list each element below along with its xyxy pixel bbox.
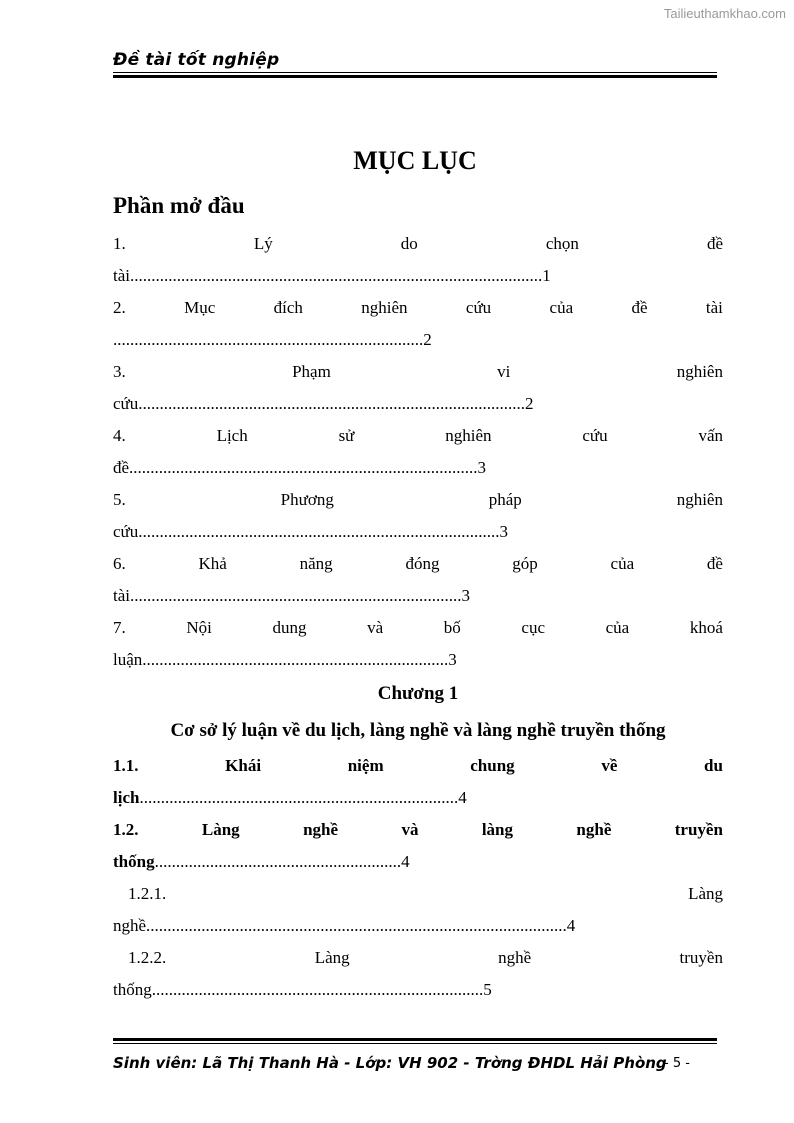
chapter-number: Chương 1 bbox=[377, 683, 459, 704]
dot-leader: ........................................................................................... bbox=[138, 394, 526, 413]
toc-entry-word: Khả bbox=[198, 554, 227, 573]
toc-entry-leader-line bbox=[113, 910, 723, 942]
toc-title: MỤC LỤC bbox=[353, 146, 477, 175]
toc-page-number: 3 bbox=[477, 458, 487, 477]
dot-leader: ......................................................................... bbox=[113, 330, 424, 349]
toc-entry-tail-word: thống bbox=[113, 852, 155, 871]
toc-entry-leader-line bbox=[113, 260, 723, 292]
header-title: Đề tài tốt nghiệp bbox=[113, 50, 280, 70]
toc-entry-word: Khái bbox=[225, 756, 262, 775]
toc-page-number: 3 bbox=[448, 650, 457, 669]
toc-page-number: 2 bbox=[525, 394, 534, 413]
toc-entry-word: pháp bbox=[488, 490, 522, 509]
toc-entry-line bbox=[113, 292, 723, 324]
toc-page-number: 3 bbox=[461, 586, 470, 605]
toc-entry-word: Làng bbox=[201, 820, 240, 839]
toc-entry bbox=[113, 814, 723, 878]
toc-entry-word: nghề bbox=[498, 948, 532, 967]
toc-entry-word: nghiên bbox=[361, 298, 408, 317]
toc-entry-number: 1.1. bbox=[113, 756, 139, 775]
toc-entry-word: Lịch bbox=[216, 426, 248, 445]
toc-entry-word: năng bbox=[299, 554, 333, 573]
toc-entry-tail-word: luận bbox=[113, 650, 143, 669]
toc-entry-word: đề bbox=[706, 554, 723, 573]
toc-entry-word: đề bbox=[706, 234, 723, 253]
toc-entry-line bbox=[113, 484, 723, 516]
dot-leader: ........................................................................ bbox=[142, 650, 449, 669]
header-rule-thin bbox=[113, 72, 717, 73]
toc-entry-tail-word: cứu bbox=[113, 394, 139, 413]
toc-entry-word: vấn bbox=[698, 426, 723, 445]
toc-entry-leader-line bbox=[113, 452, 723, 484]
dot-leader: .............................................................................. bbox=[130, 586, 462, 605]
toc-page-number: 3 bbox=[499, 522, 509, 541]
chapter-title: Cơ sở lý luận về du lịch, làng nghề và làng nghề truyền thống bbox=[170, 720, 666, 741]
toc-entry-word: Làng bbox=[688, 884, 723, 903]
toc-entry-word: nghiên bbox=[676, 490, 723, 509]
toc-entry-word: của bbox=[610, 554, 635, 573]
toc-entry-word: du bbox=[704, 756, 723, 775]
toc-entry-word: tài bbox=[705, 298, 723, 317]
toc-page-number: 4 bbox=[458, 788, 467, 807]
toc-entry-number: 5. bbox=[113, 490, 126, 509]
toc-entry-word: nghề bbox=[576, 820, 612, 839]
toc-entry bbox=[113, 942, 723, 1006]
toc-entry-word: Mục bbox=[184, 298, 216, 317]
chapter-entries bbox=[113, 750, 723, 1006]
toc-page-number: 1 bbox=[542, 266, 551, 285]
toc-entry-word: cứu bbox=[465, 298, 492, 317]
toc-entry-word: cục bbox=[521, 618, 546, 637]
footer-rule-thin bbox=[113, 1043, 717, 1044]
footer-rule-thick bbox=[113, 1038, 717, 1041]
toc-entry bbox=[113, 612, 723, 676]
toc-entry-word: đóng bbox=[405, 554, 440, 573]
toc-entry-line bbox=[113, 420, 723, 452]
header-rule-thick bbox=[113, 75, 717, 78]
toc-entry-word: Phạm bbox=[292, 362, 331, 381]
dot-leader: ........................................................................... bbox=[139, 788, 459, 807]
toc-entry-number: 1. bbox=[113, 234, 126, 253]
toc-entry-word: dung bbox=[272, 618, 307, 637]
toc-entry-line bbox=[113, 548, 723, 580]
toc-page-number: 5 bbox=[483, 980, 492, 999]
toc-entry bbox=[113, 228, 723, 292]
toc-entry-leader-line bbox=[113, 782, 723, 814]
toc-entry-word: khoá bbox=[689, 618, 723, 637]
toc-entry-tail-word: đề bbox=[113, 458, 130, 477]
toc-entry-tail-word: cứu bbox=[113, 522, 139, 541]
toc-entry bbox=[113, 484, 723, 548]
toc-entry-line bbox=[113, 228, 723, 260]
dot-leader: ................................................................................................. bbox=[130, 266, 543, 285]
toc-entry-word: truyền bbox=[674, 820, 723, 839]
toc-entry-word: của bbox=[549, 298, 574, 317]
toc-entry-word: và bbox=[401, 820, 419, 839]
toc-entry-word: chọn bbox=[545, 234, 579, 253]
toc-entry-leader-line bbox=[113, 388, 723, 420]
toc-entry-word: Làng bbox=[314, 948, 350, 967]
toc-entry-word: nghiên bbox=[676, 362, 723, 381]
footer-student-info: Sinh viên: Lã Thị Thanh Hà - Lớp: VH 902 - Trờng ĐHDL Hải Phòng bbox=[113, 1054, 667, 1072]
toc-entry-word: nghiên bbox=[445, 426, 492, 445]
toc-entry-word: Nội bbox=[186, 618, 212, 637]
toc-entry-tail-word: lịch bbox=[113, 788, 140, 807]
toc-entry-word: bố bbox=[443, 618, 461, 637]
toc-entry-tail-word: nghề bbox=[113, 916, 147, 935]
toc-entry bbox=[113, 878, 723, 942]
toc-entry-word: nghề bbox=[303, 820, 339, 839]
toc-entry-word: sử bbox=[338, 426, 355, 445]
toc-entry-word: đề bbox=[631, 298, 648, 317]
toc-entry bbox=[113, 292, 723, 356]
toc-entry bbox=[113, 420, 723, 484]
toc-page-number: 4 bbox=[401, 852, 410, 871]
dot-leader: ................................................................................................... bbox=[146, 916, 567, 935]
toc-entry-word: cứu bbox=[582, 426, 608, 445]
toc-page-number: 4 bbox=[566, 916, 576, 935]
toc-entry-word: do bbox=[400, 234, 418, 253]
toc-entry-number: 2. bbox=[113, 298, 126, 317]
dot-leader: .......................................................... bbox=[154, 852, 402, 871]
toc-entry-leader-line bbox=[113, 516, 723, 548]
toc-entry-tail-word: tài bbox=[113, 586, 130, 605]
toc-entry-word: và bbox=[367, 618, 384, 637]
toc-entry-word: Lý bbox=[253, 234, 273, 253]
toc-page-number: 2 bbox=[423, 330, 432, 349]
toc-entry-leader-line bbox=[113, 974, 723, 1006]
toc-entry-line bbox=[113, 356, 723, 388]
toc-entry-word: truyền bbox=[679, 948, 723, 967]
intro-entries bbox=[113, 228, 723, 676]
dot-leader: ..................................................................................... bbox=[138, 522, 500, 541]
toc-entry-leader-line bbox=[113, 324, 723, 356]
toc-entry bbox=[113, 548, 723, 612]
toc-entry-line bbox=[113, 878, 723, 910]
toc-entry-tail-word: tài bbox=[113, 266, 130, 285]
toc-entry bbox=[113, 356, 723, 420]
dot-leader: .................................................................................. bbox=[129, 458, 478, 477]
toc-entry-number: 1.2. bbox=[113, 820, 139, 839]
toc-entry-word: đích bbox=[273, 298, 303, 317]
toc-entry-number: 1.2.1. bbox=[128, 884, 167, 903]
toc-entry bbox=[113, 750, 723, 814]
toc-entry-number: 6. bbox=[113, 554, 126, 573]
toc-entry-word: về bbox=[601, 756, 618, 775]
table-of-contents bbox=[113, 228, 723, 1006]
toc-entry-word: Phương bbox=[280, 490, 334, 509]
toc-entry-line bbox=[113, 612, 723, 644]
toc-entry-number: 1.2.2. bbox=[128, 948, 167, 967]
toc-entry-word: của bbox=[605, 618, 630, 637]
toc-entry-word: vi bbox=[497, 362, 511, 381]
toc-entry-word: góp bbox=[512, 554, 538, 573]
toc-entry-leader-line bbox=[113, 580, 723, 612]
toc-entry-word: niệm bbox=[347, 756, 384, 775]
page-number: - 5 - bbox=[664, 1056, 690, 1071]
toc-entry-word: làng bbox=[481, 820, 514, 839]
toc-entry-leader-line bbox=[113, 846, 723, 878]
toc-entry-line bbox=[113, 750, 723, 782]
toc-entry-leader-line bbox=[113, 644, 723, 676]
toc-entry-line bbox=[113, 814, 723, 846]
toc-entry-number: 4. bbox=[113, 426, 126, 445]
toc-entry-number: 7. bbox=[113, 618, 126, 637]
watermark-text: Tailieuthamkhao.com bbox=[663, 6, 786, 21]
toc-entry-tail-word: thống bbox=[113, 980, 152, 999]
dot-leader: .............................................................................. bbox=[151, 980, 484, 999]
toc-entry-line bbox=[113, 942, 723, 974]
toc-entry-word: chung bbox=[470, 756, 515, 775]
toc-entry-number: 3. bbox=[113, 362, 126, 381]
intro-heading: Phần mở đầu bbox=[113, 193, 245, 218]
